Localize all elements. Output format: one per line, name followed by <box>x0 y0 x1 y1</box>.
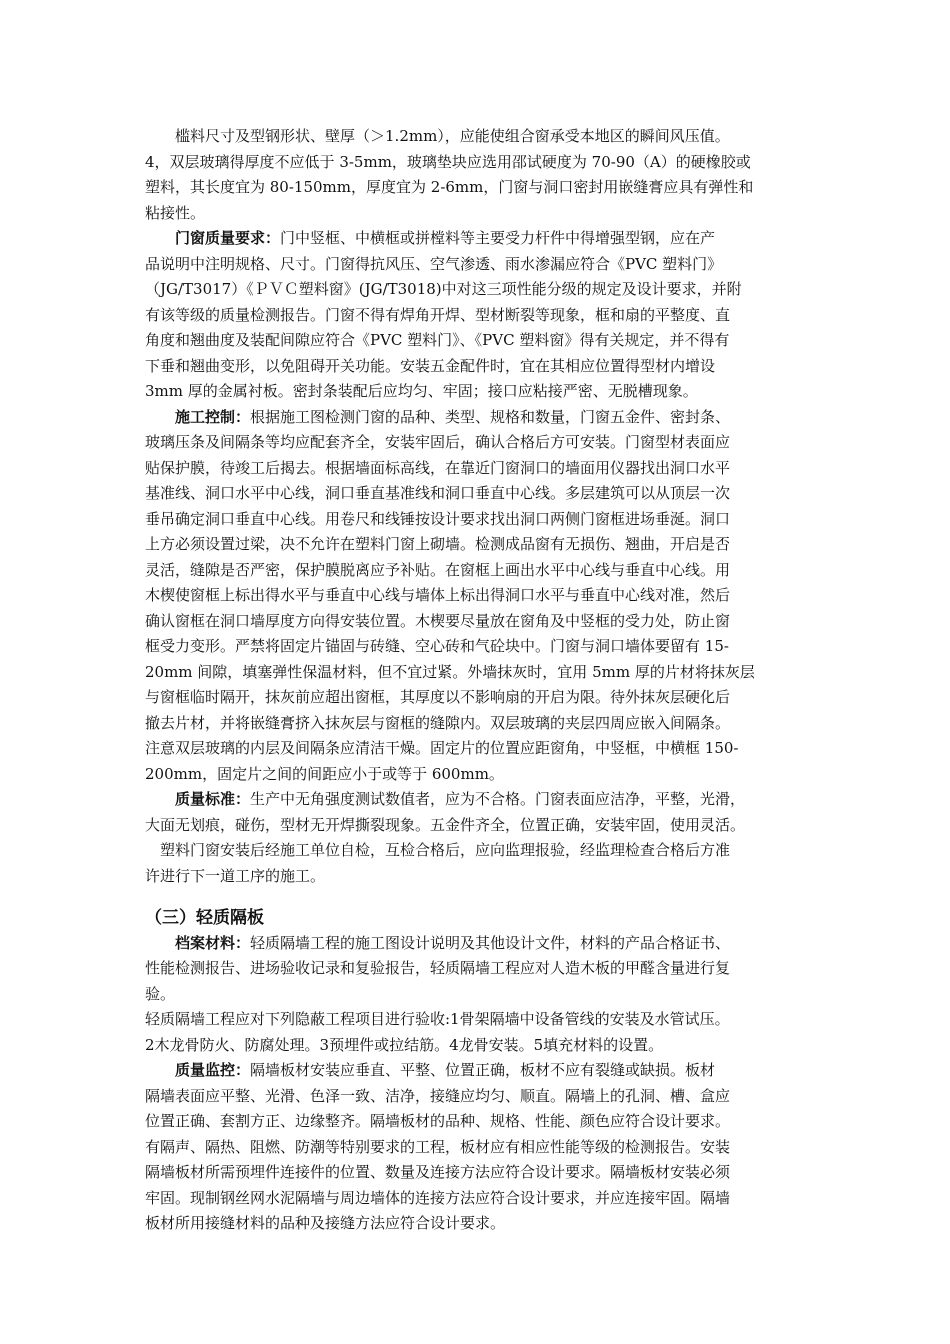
text-line: 与窗框临时隔开，抹灰前应超出窗框，其厚度以不影响扇的开启为限。待外抹灰层硬化后 <box>145 688 731 706</box>
text-line: 注意双层玻璃的内层及间隔条应清洁干燥。固定片的位置应距窗角，中竖框，中横框 150- <box>145 739 739 757</box>
text-line: 塑料，其长度宜为 80-150mm，厚度宜为 2-6mm，门窗与洞口密封用嵌缝膏应具有弹性和 <box>145 178 754 196</box>
text-line: 2木龙骨防火、防腐处理。3预埋件或拉结筋。4龙骨安装。5填充材料的设置。 <box>145 1036 664 1054</box>
text-line: （JG/T3017）《ＰＶＣ塑料窗》(JG/T3018)中对这三项性能分级的规定及设计要求，并附 <box>145 280 742 298</box>
text-line: 性能检测报告、进场验收记录和复验报告，轻质隔墙工程应对人造木板的甲醛含量进行复 <box>145 959 731 977</box>
text-line: 位置正确、套割方正、边缘整齐。隔墙板材的品种、规格、性能、颜色应符合设计要求。 <box>145 1112 731 1130</box>
text-line: 4，双层玻璃得厚度不应低于 3-5mm，玻璃垫块应选用邵试硬度为 70-90（A）的硬橡胶或 <box>145 153 751 171</box>
text-line: 撤去片材，并将嵌缝膏挤入抹灰层与窗框的缝隙内。双层玻璃的夹层四周应嵌入间隔条。 <box>145 714 731 732</box>
text-line: 门窗质量要求：门中竖框、中横框或拼樘料等主要受力杆件中得增强型钢，应在产 <box>175 229 716 247</box>
text-line: 3mm 厚的金属衬板。密封条装配后应均匀、牢固；接口应粘接严密、无脱槽现象。 <box>145 382 698 400</box>
text-line: 施工控制：根据施工图检测门窗的品种、类型、规格和数量，门窗五金件、密封条、 <box>175 408 731 426</box>
text-line: 牢固。现制钢丝网水泥隔墙与周边墙体的连接方法应符合设计要求，并应连接牢固。隔墙 <box>145 1189 731 1207</box>
text-line: 隔墙板材所需预埋件连接件的位置、数量及连接方法应符合设计要求。隔墙板材安装必须 <box>145 1163 731 1181</box>
text-line: 板材所用接缝材料的品种及接缝方法应符合设计要求。 <box>145 1214 506 1232</box>
text-line: 上方必须设置过梁，决不允许在塑料门窗上砌墙。检测成品窗有无损伤、翘曲，开启是否 <box>145 535 731 553</box>
text-line: 隔墙表面应平整、光滑、色泽一致、洁净，接缝应均匀、顺直。隔墙上的孔洞、槽、盒应 <box>145 1087 731 1105</box>
section-heading: （三）轻质隔板 <box>145 908 264 928</box>
label-quality-monitoring: 质量监控： <box>175 1061 251 1079</box>
text-line: 确认窗框在洞口墙厚度方向得安装位置。木楔要尽量放在窗角及中竖框的受力处，防止窗 <box>145 612 731 630</box>
text-line: 有该等级的质量检测报告。门窗不得有焊角开焊、型材断裂等现象，框和扇的平整度、直 <box>145 306 731 324</box>
text-line: 下垂和翘曲变形，以免阻碍开关功能。安装五金配件时，宜在其相应位置得型材内增设 <box>145 357 716 375</box>
text-line: 木楔使窗框上标出得水平与垂直中心线与墙体上标出得洞口水平与垂直中心线对准，然后 <box>145 586 731 604</box>
label-archive-materials: 档案材料： <box>175 934 251 952</box>
text-line: 塑料门窗安装后经施工单位自检，互检合格后，应向监理报验，经监理检查合格后方准 <box>145 841 731 859</box>
text-line: 大面无划痕，碰伤，型材无开焊撕裂现象。五金件齐全，位置正确，安装牢固，使用灵活。 <box>145 816 746 834</box>
text-line: 垂吊确定洞口垂直中心线。用卷尺和线锤按设计要求找出洞口两侧门窗框进场垂涎。洞口 <box>145 510 731 528</box>
label-quality-standard: 质量标准： <box>175 790 251 808</box>
text-line: 粘接性。 <box>145 204 206 222</box>
text-line: 20mm 间隙，填塞弹性保温材料，但不宜过紧。外墙抹灰时，宜用 5mm 厚的片材将抹灰层 <box>145 663 755 681</box>
text-line: 轻质隔墙工程应对下列隐蔽工程项目进行验收:1骨架隔墙中设备管线的安装及水管试压。 <box>145 1010 730 1028</box>
label-door-quality: 门窗质量要求： <box>175 229 281 247</box>
text-line: 槛料尺寸及型钢形状、壁厚（＞1.2mm），应能使组合窗承受本地区的瞬间风压值。 <box>145 127 730 145</box>
text-line: 档案材料：轻质隔墙工程的施工图设计说明及其他设计文件，材料的产品合格证书、 <box>175 934 731 952</box>
text-line: 基准线、洞口水平中心线，洞口垂直基准线和洞口垂直中心线。多层建筑可以从顶层一次 <box>145 484 731 502</box>
text-line: 验。 <box>145 985 176 1003</box>
text-line: 品说明中注明规格、尺寸。门窗得抗风压、空气渗透、雨水渗漏应符合《PVC 塑料门》 <box>145 255 723 273</box>
text-line: 贴保护膜，待竣工后揭去。根据墙面标高线，在靠近门窗洞口的墙面用仪器找出洞口水平 <box>145 459 731 477</box>
text-line: 许进行下一道工序的施工。 <box>145 867 326 885</box>
label-construction-control: 施工控制： <box>175 408 251 426</box>
text-line: 200mm，固定片之间的间距应小于或等于 600mm。 <box>145 765 504 783</box>
text-line: 框受力变形。严禁将固定片锚固与砖缝、空心砖和气砼块中。门窗与洞口墙体要留有 15- <box>145 637 729 655</box>
text-line: 灵活，缝隙是否严密，保护膜脱离应予补贴。在窗框上画出水平中心线与垂直中心线。用 <box>145 561 731 579</box>
text-line: 质量监控：隔墙板材安装应垂直、平整、位置正确，板材不应有裂缝或缺损。板材 <box>175 1061 716 1079</box>
text-line: 质量标准：生产中无角强度测试数值者，应为不合格。门窗表面应洁净，平整，光滑， <box>175 790 746 808</box>
text-line: 角度和翘曲度及装配间隙应符合《PVC 塑料门》、《PVC 塑料窗》得有关规定，并不得有 <box>145 331 730 349</box>
text-line: 玻璃压条及间隔条等均应配套齐全，安装牢固后，确认合格后方可安装。门窗型材表面应 <box>145 433 731 451</box>
text-line: 有隔声、隔热、阻燃、防潮等特别要求的工程，板材应有相应性能等级的检测报告。安装 <box>145 1138 731 1156</box>
